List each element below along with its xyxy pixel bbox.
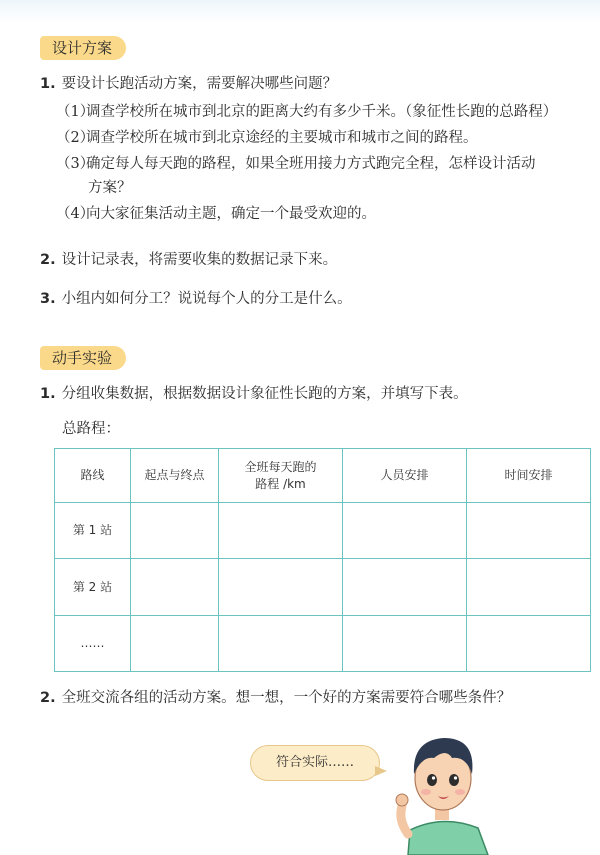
table-header-row xyxy=(55,449,591,503)
experiment-question-1 xyxy=(40,382,468,403)
section-tag-design: 设计方案 xyxy=(40,36,126,60)
record-table xyxy=(54,448,591,672)
empty-cell[interactable] xyxy=(131,615,219,671)
table-row xyxy=(55,615,591,671)
question-3 xyxy=(40,287,352,308)
empty-cell[interactable] xyxy=(219,503,343,559)
sub-number: （1） xyxy=(56,104,95,120)
table-row xyxy=(55,503,591,559)
route-cell: …… xyxy=(55,615,131,671)
boy-illustration xyxy=(388,728,498,855)
question-text: 要设计长跑活动方案，需要解决哪些问题？ xyxy=(61,76,338,92)
sub-text: 调查学校所在城市到北京途经的主要城市和城市之间的路程。 xyxy=(86,130,478,146)
route-cell: 第 1 站 xyxy=(55,503,131,559)
empty-cell[interactable] xyxy=(219,559,343,615)
question-number: 1. xyxy=(40,386,56,402)
sub-number: （2） xyxy=(56,130,95,146)
empty-cell[interactable] xyxy=(131,503,219,559)
header-staff: 人员安排 xyxy=(343,449,467,503)
sub-item-2 xyxy=(56,126,478,147)
empty-cell[interactable] xyxy=(219,615,343,671)
top-band xyxy=(0,0,600,24)
question-text: 小组内如何分工？说说每个人的分工是什么。 xyxy=(61,291,352,307)
empty-cell[interactable] xyxy=(343,503,467,559)
empty-cell[interactable] xyxy=(467,559,591,615)
empty-cell[interactable] xyxy=(343,559,467,615)
empty-cell[interactable] xyxy=(467,615,591,671)
sub-text: 确定每人每天跑的路程，如果全班用接力方式跑完全程，怎样设计活动 xyxy=(86,156,536,172)
sub-item-3-continuation: 方案？ xyxy=(88,180,132,196)
header-daily-distance-line1: 全班每天跑的 xyxy=(244,459,317,474)
question-2 xyxy=(40,248,337,269)
sub-number: （4） xyxy=(56,206,95,222)
sub-item-4 xyxy=(56,202,376,223)
question-number: 3. xyxy=(40,291,56,307)
question-number: 1. xyxy=(40,76,56,92)
question-text: 设计记录表，将需要收集的数据记录下来。 xyxy=(61,252,338,268)
empty-cell[interactable] xyxy=(131,559,219,615)
question-text: 分组收集数据，根据数据设计象征性长跑的方案，并填写下表。 xyxy=(61,386,468,402)
header-daily-distance-line2: 路程 /km xyxy=(255,476,306,491)
section-tag-experiment: 动手实验 xyxy=(40,346,126,370)
route-cell: 第 2 站 xyxy=(55,559,131,615)
sub-item-3 xyxy=(56,152,536,173)
header-route: 路线 xyxy=(55,449,131,503)
sub-text: 向大家征集活动主题，确定一个最受欢迎的。 xyxy=(86,206,376,222)
total-distance-label: 总路程： xyxy=(62,421,120,437)
empty-cell[interactable] xyxy=(343,615,467,671)
sub-text: 调查学校所在城市到北京的距离大约有多少千米。（象征性长跑的总路程） xyxy=(86,104,558,120)
experiment-question-2 xyxy=(40,686,511,707)
sub-item-1 xyxy=(56,100,557,121)
header-daily-distance xyxy=(219,449,343,503)
question-1 xyxy=(40,72,337,93)
speech-bubble: 符合实际…… xyxy=(250,745,380,781)
table-row xyxy=(55,559,591,615)
header-schedule: 时间安排 xyxy=(467,449,591,503)
question-number: 2. xyxy=(40,690,56,706)
question-text: 全班交流各组的活动方案。想一想，一个好的方案需要符合哪些条件？ xyxy=(61,690,512,706)
header-start-end: 起点与终点 xyxy=(131,449,219,503)
sub-number: （3） xyxy=(56,156,95,172)
empty-cell[interactable] xyxy=(467,503,591,559)
question-number: 2. xyxy=(40,252,56,268)
